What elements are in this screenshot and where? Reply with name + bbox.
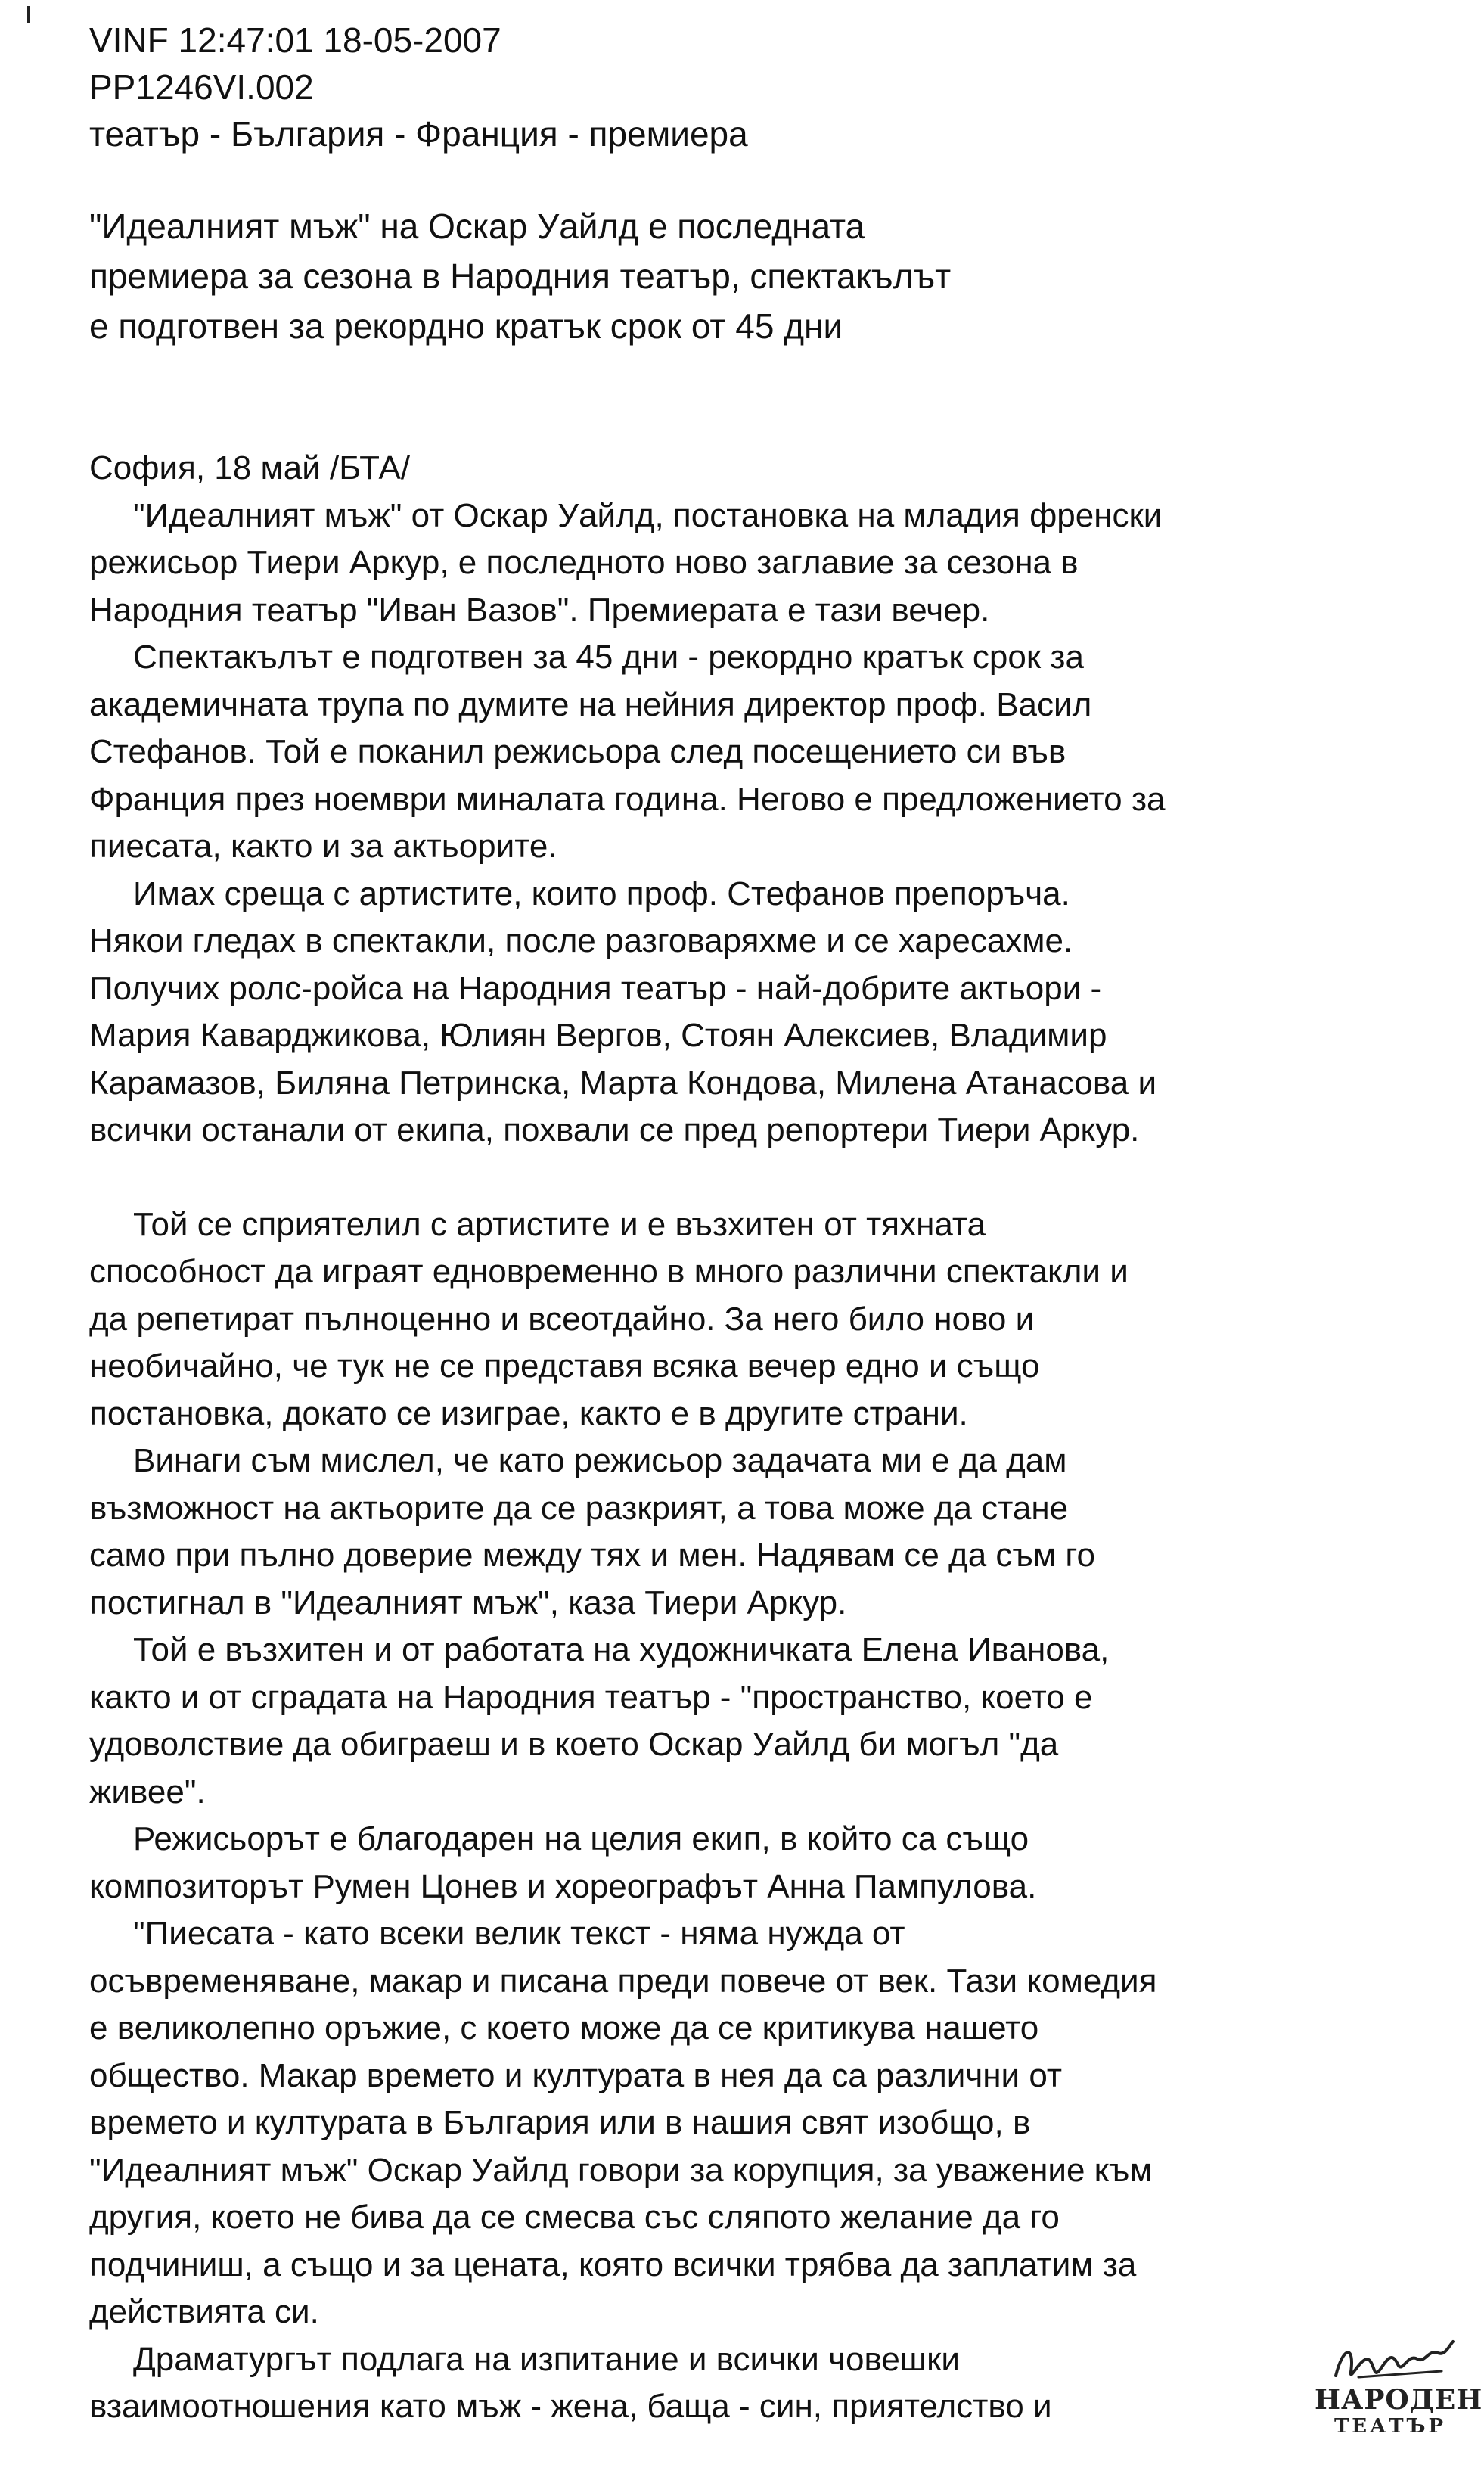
body-line: пиесата, както и за актьорите. [89,828,557,865]
theatre-logo [1315,2338,1483,2451]
header-code-line: VINF 12:47:01 18-05-2007 [89,20,501,60]
scan-mark [27,6,30,23]
body-line: подчиниш, а също и за цената, която всички трябва да заплатим за [89,2246,1137,2283]
headline-line: премиера за сезона в Народния театър, спектакълът [89,256,952,296]
body-line: Драматургът подлага на изпитание и всички човешки [133,2340,960,2378]
body-line: Спектакълът е подготвен за 45 дни - рекордно кратък срок за [133,639,1084,676]
body-line: действията си. [89,2293,319,2330]
body-line: другия, което не бива да се смесва със сляпото желание да го [89,2199,1060,2236]
body-line: Някои гледах в спектакли, после разговаряхме и се харесахме. [89,922,1073,959]
body-line: Стефанов. Той е поканил режисьора след посещението си във [89,733,1066,770]
body-line: Получих ролс-ройса на Народния театър - най-добрите актьори - [89,969,1102,1007]
headline [89,201,1299,351]
body-line: Имах среща с артистите, които проф. Стефанов препоръча. [133,875,1070,912]
body-line: да репетират пълноценно и всеотдайно. За него било ново и [89,1300,1035,1338]
body-line: постановка, докато се изиграе, както е в другите страни. [89,1394,968,1432]
signature-icon [1328,2338,1457,2391]
body-line: както и от сградата на Народния театър - "пространство, което е [89,1678,1093,1716]
body-line: взаимоотношения като мъж - жена, баща - син, приятелство и [89,2388,1052,2425]
headline-line: е подготвен за рекордно кратък срок от 45 дни [89,306,843,346]
paragraph-gap [89,1155,1420,1201]
body-line: "Пиесата - като всеки велик текст - няма нужда от [133,1915,905,1952]
body-line: академичната трупа по думите на нейния директор проф. Васил [89,685,1092,723]
body-line: само при пълно доверие между тях и мен. Надявам се да съм го [89,1537,1095,1574]
body-line: осъвременяване, макар и писана преди повече от век. Тази комедия [89,1962,1157,2000]
body-line: Франция през ноември миналата година. Негово е предложението за [89,780,1166,818]
body-line: общество. Макар времето и културата в нея да са различни от [89,2056,1063,2094]
body-line: "Идеалният мъж" Оскар Уайлд говори за корупция, за уважение към [89,2151,1153,2189]
logo-line-2: ТЕАТЪР [1333,2415,1447,2438]
body-line: възможност на актьорите да се разкрият, а това може да стане [89,1489,1069,1527]
header-tags: театър - България - Франция - премиера [89,114,748,154]
body-line: Той се сприятелил с артистите и е възхитен от тяхната [133,1205,986,1243]
body-line: Режисьорът е благодарен на целия екип, в който са също [133,1820,1029,1857]
article-body [89,445,1420,2431]
body-line: Винаги съм мислел, че като режисьор задачата ми е да дам [133,1442,1067,1479]
body-line: всички останали от екипа, похвали се пред репортери Тиери Аркур. [89,1111,1140,1148]
wire-header [89,17,748,157]
body-line: режисьор Тиери Аркур, е последното ново заглавие за сезона в [89,544,1079,581]
body-line: Народния театър "Иван Вазов". Премиерата е тази вечер. [89,591,990,629]
body-line: способност да играят едновременно в много различни спектакли и [89,1253,1129,1290]
body-line: "Идеалният мъж" от Оскар Уайлд, постановка на младия френски [133,496,1163,534]
body-line: постигнал в "Идеалният мъж", каза Тиери Аркур. [89,1584,847,1621]
logo-line-1: НАРОДЕН [1315,2384,1483,2416]
headline-line: "Идеалният мъж" на Оскар Уайлд е последната [89,207,865,246]
body-line: Той е възхитен и от работата на художничката Елена Иванова, [133,1631,1110,1668]
body-line: Карамазов, Биляна Петринска, Марта Кондова, Милена Атанасова и [89,1064,1157,1102]
body-line: композиторът Румен Цонев и хореографът Анна Пампулова. [89,1867,1037,1905]
header-story-id: PP1246VI.002 [89,67,314,107]
body-line: необичайно, че тук не се представя всяка вечер едно и също [89,1347,1040,1385]
body-line: удоволствие да обиграеш и в което Оскар Уайлд би могъл "да [89,1726,1059,1763]
body-line: Мария Каварджикова, Юлиян Вергов, Стоян Алексиев, Владимир [89,1017,1107,1054]
dateline: София, 18 май /БТА/ [89,449,411,486]
body-line: времето и културата в България или в нашия свят изобщо, в [89,2104,1031,2141]
body-line: живее". [89,1773,206,1811]
body-line: е великолепно оръжие, с което може да се критикува нашето [89,2009,1039,2047]
